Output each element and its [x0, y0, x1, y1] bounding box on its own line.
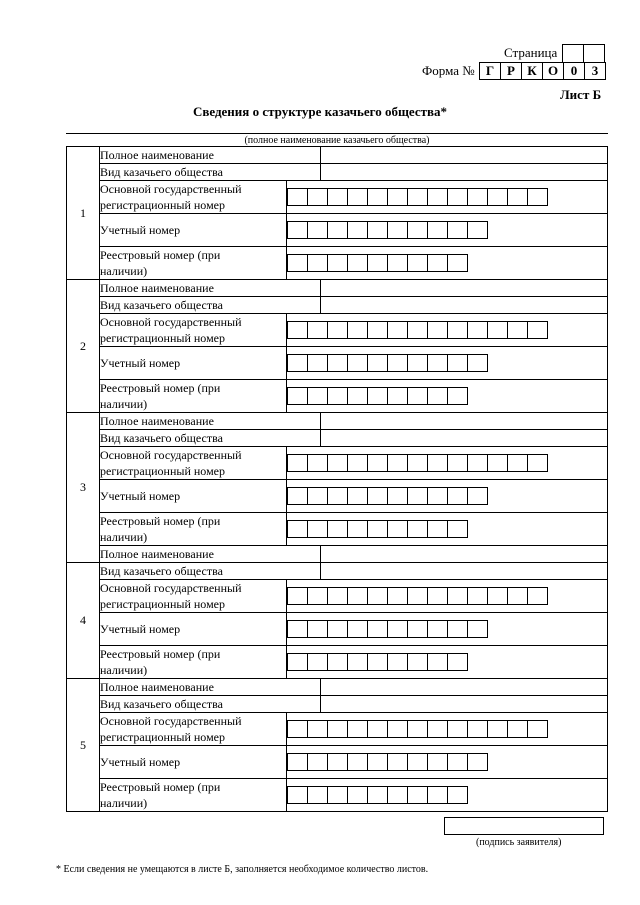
- digit-box[interactable]: [287, 221, 308, 239]
- digit-box[interactable]: [428, 753, 448, 771]
- digit-box[interactable]: [287, 387, 308, 405]
- digit-box[interactable]: [348, 653, 368, 671]
- digit-box[interactable]: [308, 786, 328, 804]
- digit-box[interactable]: [287, 520, 308, 538]
- page-title: Сведения о структуре казачьего общества*: [192, 104, 448, 119]
- digit-box[interactable]: [388, 321, 408, 339]
- digit-box[interactable]: [368, 753, 388, 771]
- digit-box[interactable]: [368, 254, 388, 272]
- label-ogrn-2: регистрационный номер: [100, 464, 225, 478]
- digit-box[interactable]: [308, 653, 328, 671]
- digit-box[interactable]: [428, 321, 448, 339]
- digit-box[interactable]: [408, 487, 428, 505]
- row-registry-number: [67, 247, 608, 280]
- entry-number: 5: [67, 679, 100, 812]
- ogrn-boxes[interactable]: [287, 321, 607, 339]
- full-name-input[interactable]: [321, 147, 608, 164]
- row-type: [67, 563, 608, 580]
- digit-box[interactable]: [368, 620, 388, 638]
- row-registry-number: [67, 779, 608, 812]
- type-input[interactable]: [321, 164, 608, 181]
- sheet-label: Лист Б: [560, 87, 602, 102]
- digit-box[interactable]: [388, 254, 408, 272]
- digit-box[interactable]: [308, 188, 328, 206]
- digit-box[interactable]: [468, 753, 488, 771]
- digit-box[interactable]: [428, 620, 448, 638]
- full-name-caption: (полное наименование казачьего общества): [244, 135, 430, 146]
- label-ogrn-1: Основной государственный: [100, 182, 242, 196]
- digit-box[interactable]: [448, 254, 468, 272]
- full-name-input[interactable]: [321, 679, 608, 696]
- label-ogrn-2: регистрационный номер: [100, 198, 225, 212]
- registry-number-boxes[interactable]: [287, 786, 607, 804]
- digit-box[interactable]: [388, 653, 408, 671]
- digit-box[interactable]: [468, 354, 488, 372]
- row-full-name: [67, 147, 608, 164]
- digit-box[interactable]: [348, 188, 368, 206]
- label-ogrn-2: регистрационный номер: [100, 597, 225, 611]
- ogrn-boxes[interactable]: [287, 587, 607, 605]
- digit-box[interactable]: [348, 520, 368, 538]
- digit-box[interactable]: [408, 354, 428, 372]
- registry-number-boxes[interactable]: [287, 520, 607, 538]
- digit-box[interactable]: [448, 454, 468, 472]
- row-full-name: [67, 280, 608, 297]
- digit-box[interactable]: [528, 321, 548, 339]
- digit-box[interactable]: [348, 454, 368, 472]
- form-code: [479, 62, 606, 80]
- page-label: Страница: [504, 45, 558, 60]
- digit-box[interactable]: [388, 587, 408, 605]
- type-input[interactable]: [321, 696, 608, 713]
- digit-box[interactable]: [328, 454, 348, 472]
- label-registry-1: Реестровый номер (при: [100, 248, 221, 262]
- digit-box[interactable]: [287, 720, 308, 738]
- digit-box[interactable]: [448, 387, 468, 405]
- digit-box[interactable]: [388, 520, 408, 538]
- digit-box[interactable]: [348, 254, 368, 272]
- digit-box[interactable]: [408, 520, 428, 538]
- label-registry-1: Реестровый номер (при: [100, 514, 221, 528]
- digit-box[interactable]: [468, 321, 488, 339]
- digit-box[interactable]: [308, 387, 328, 405]
- label-full-name: Полное наименование: [100, 280, 321, 297]
- label-type: Вид казачьего общества: [100, 696, 321, 713]
- label-registry: [100, 646, 287, 679]
- ogrn-boxes[interactable]: [287, 720, 607, 738]
- digit-box[interactable]: [328, 753, 348, 771]
- digit-box[interactable]: [388, 354, 408, 372]
- label-type: Вид казачьего общества: [100, 430, 321, 447]
- digit-box[interactable]: [328, 720, 348, 738]
- digit-box[interactable]: [488, 587, 508, 605]
- digit-box[interactable]: [308, 753, 328, 771]
- digit-box[interactable]: [368, 653, 388, 671]
- label-account-number: Учетный номер: [100, 613, 287, 646]
- digit-box[interactable]: [488, 454, 508, 472]
- row-type: [67, 430, 608, 447]
- label-type: Вид казачьего общества: [100, 164, 321, 181]
- row-type: [67, 696, 608, 713]
- digit-box[interactable]: [388, 786, 408, 804]
- digit-box[interactable]: [388, 188, 408, 206]
- label-registry: [100, 779, 287, 812]
- row-type: [67, 297, 608, 314]
- type-input[interactable]: [321, 563, 608, 580]
- digit-box[interactable]: [368, 387, 388, 405]
- label-ogrn: [100, 713, 287, 746]
- label-ogrn: [100, 580, 287, 613]
- digit-box[interactable]: [287, 254, 308, 272]
- digit-box[interactable]: [428, 653, 448, 671]
- digit-box[interactable]: [368, 520, 388, 538]
- digit-box[interactable]: [508, 321, 528, 339]
- digit-box[interactable]: [287, 188, 308, 206]
- full-name-input[interactable]: [321, 280, 608, 297]
- digit-box[interactable]: [408, 786, 428, 804]
- row-ogrn: [67, 181, 608, 214]
- digit-box[interactable]: [408, 254, 428, 272]
- digit-box[interactable]: [448, 520, 468, 538]
- digit-box[interactable]: [308, 454, 328, 472]
- digit-box[interactable]: [308, 221, 328, 239]
- digit-box[interactable]: [508, 188, 528, 206]
- digit-box[interactable]: [508, 587, 528, 605]
- label-ogrn-1: Основной государственный: [100, 581, 242, 595]
- row-ogrn: [67, 314, 608, 347]
- label-ogrn-1: Основной государственный: [100, 315, 242, 329]
- digit-box[interactable]: [368, 188, 388, 206]
- account-number-boxes[interactable]: [287, 620, 607, 638]
- digit-box[interactable]: [368, 720, 388, 738]
- digit-box[interactable]: [528, 188, 548, 206]
- digit-box[interactable]: [428, 520, 448, 538]
- digit-box[interactable]: [348, 221, 368, 239]
- label-registry-1: Реестровый номер (при: [100, 780, 221, 794]
- digit-box[interactable]: [287, 620, 308, 638]
- label-full-name: Полное наименование: [100, 147, 321, 164]
- row-account-number: [67, 746, 608, 779]
- digit-box[interactable]: [388, 387, 408, 405]
- form-code-cell: О: [543, 63, 564, 79]
- digit-box[interactable]: [448, 354, 468, 372]
- label-full-name: Полное наименование: [100, 413, 321, 430]
- form-code-cell: 3: [591, 63, 599, 78]
- digit-box[interactable]: [287, 786, 308, 804]
- account-number-boxes[interactable]: [287, 753, 607, 771]
- row-ogrn: [67, 580, 608, 613]
- digit-box[interactable]: [308, 620, 328, 638]
- digit-box[interactable]: [488, 720, 508, 738]
- digit-box[interactable]: [388, 753, 408, 771]
- registry-number-boxes[interactable]: [287, 254, 607, 272]
- row-full-name: [67, 413, 608, 430]
- registry-number-boxes[interactable]: [287, 387, 607, 405]
- label-full-name: Полное наименование: [100, 679, 321, 696]
- digit-box[interactable]: [428, 454, 448, 472]
- digit-box[interactable]: [448, 188, 468, 206]
- digit-box[interactable]: [408, 720, 428, 738]
- signature-field[interactable]: [444, 817, 604, 835]
- digit-box[interactable]: [408, 454, 428, 472]
- digit-box[interactable]: [348, 720, 368, 738]
- digit-box[interactable]: [328, 354, 348, 372]
- digit-box[interactable]: [368, 786, 388, 804]
- label-account-number: Учетный номер: [100, 347, 287, 380]
- account-number-boxes[interactable]: [287, 487, 607, 505]
- digit-box[interactable]: [408, 620, 428, 638]
- ogrn-boxes[interactable]: [287, 188, 607, 206]
- row-account-number: [67, 613, 608, 646]
- label-type: Вид казачьего общества: [100, 563, 321, 580]
- digit-box[interactable]: [408, 587, 428, 605]
- digit-box[interactable]: [287, 587, 308, 605]
- label-registry-1: Реестровый номер (при: [100, 647, 221, 661]
- label-ogrn-1: Основной государственный: [100, 714, 242, 728]
- digit-box[interactable]: [448, 587, 468, 605]
- label-ogrn: [100, 314, 287, 347]
- digit-box[interactable]: [287, 487, 308, 505]
- digit-box[interactable]: [348, 786, 368, 804]
- account-number-boxes[interactable]: [287, 221, 607, 239]
- digit-box[interactable]: [408, 221, 428, 239]
- digit-box[interactable]: [408, 188, 428, 206]
- row-registry-number: [67, 380, 608, 413]
- full-name-line[interactable]: [66, 133, 608, 134]
- form-code-cell: К: [522, 63, 543, 79]
- label-registry-1: Реестровый номер (при: [100, 381, 221, 395]
- digit-box[interactable]: [328, 487, 348, 505]
- signature-caption: (подпись заявителя): [476, 837, 562, 848]
- digit-box[interactable]: [368, 454, 388, 472]
- digit-box[interactable]: [348, 620, 368, 638]
- label-registry-2: наличии): [100, 663, 148, 677]
- label-type: Вид казачьего общества: [100, 297, 321, 314]
- digit-box[interactable]: [408, 321, 428, 339]
- label-ogrn-2: регистрационный номер: [100, 331, 225, 345]
- label-full-name: Полное наименование: [100, 546, 321, 563]
- digit-box[interactable]: [287, 653, 308, 671]
- digit-box[interactable]: [488, 321, 508, 339]
- digit-box[interactable]: [308, 720, 328, 738]
- page-cell-2[interactable]: [584, 45, 604, 63]
- label-account-number: Учетный номер: [100, 214, 287, 247]
- digit-box[interactable]: [428, 786, 448, 804]
- row-registry-number: [67, 513, 608, 546]
- digit-box[interactable]: [348, 487, 368, 505]
- digit-box[interactable]: [468, 487, 488, 505]
- digit-box[interactable]: [368, 221, 388, 239]
- type-input[interactable]: [321, 297, 608, 314]
- digit-box[interactable]: [348, 387, 368, 405]
- page-number-cells[interactable]: [562, 44, 605, 63]
- digit-box[interactable]: [408, 753, 428, 771]
- digit-box[interactable]: [328, 786, 348, 804]
- registry-number-boxes[interactable]: [287, 653, 607, 671]
- digit-box[interactable]: [328, 587, 348, 605]
- entry-number: 2: [67, 280, 100, 413]
- digit-box[interactable]: [488, 188, 508, 206]
- full-name-input[interactable]: [321, 546, 608, 563]
- digit-box[interactable]: [368, 587, 388, 605]
- digit-box[interactable]: [328, 188, 348, 206]
- row-account-number: [67, 214, 608, 247]
- form-label: Форма №: [422, 63, 475, 78]
- row-type: [67, 164, 608, 181]
- digit-box[interactable]: [428, 487, 448, 505]
- digit-box[interactable]: [328, 387, 348, 405]
- ogrn-boxes[interactable]: [287, 454, 607, 472]
- digit-box[interactable]: [328, 653, 348, 671]
- label-registry: [100, 380, 287, 413]
- digit-box[interactable]: [388, 487, 408, 505]
- digit-box[interactable]: [428, 254, 448, 272]
- digit-box[interactable]: [287, 753, 308, 771]
- label-registry: [100, 513, 287, 546]
- label-registry-2: наличии): [100, 796, 148, 810]
- digit-box[interactable]: [448, 786, 468, 804]
- digit-box[interactable]: [428, 354, 448, 372]
- digit-box[interactable]: [368, 321, 388, 339]
- entry-number: 3: [67, 413, 100, 563]
- structure-table: [66, 146, 608, 812]
- full-name-input[interactable]: [321, 413, 608, 430]
- row-full-name: [67, 546, 608, 563]
- digit-box[interactable]: [528, 720, 548, 738]
- digit-box[interactable]: [448, 753, 468, 771]
- form-code-cell: Р: [501, 63, 522, 79]
- digit-box[interactable]: [468, 720, 488, 738]
- digit-box[interactable]: [368, 354, 388, 372]
- row-full-name: [67, 679, 608, 696]
- digit-box[interactable]: [328, 520, 348, 538]
- digit-box[interactable]: [308, 487, 328, 505]
- digit-box[interactable]: [468, 620, 488, 638]
- digit-box[interactable]: [308, 354, 328, 372]
- digit-box[interactable]: [428, 188, 448, 206]
- digit-box[interactable]: [428, 387, 448, 405]
- digit-box[interactable]: [428, 720, 448, 738]
- digit-box[interactable]: [388, 454, 408, 472]
- label-registry-2: наличии): [100, 530, 148, 544]
- label-ogrn: [100, 181, 287, 214]
- label-account-number: Учетный номер: [100, 480, 287, 513]
- row-ogrn: [67, 447, 608, 480]
- digit-box[interactable]: [388, 720, 408, 738]
- digit-box[interactable]: [368, 487, 388, 505]
- digit-box[interactable]: [388, 620, 408, 638]
- digit-box[interactable]: [448, 487, 468, 505]
- digit-box[interactable]: [448, 720, 468, 738]
- digit-box[interactable]: [328, 221, 348, 239]
- label-ogrn-2: регистрационный номер: [100, 730, 225, 744]
- digit-box[interactable]: [328, 620, 348, 638]
- digit-box[interactable]: [328, 254, 348, 272]
- digit-box[interactable]: [348, 321, 368, 339]
- digit-box[interactable]: [508, 720, 528, 738]
- entry-number: 1: [67, 147, 100, 280]
- type-input[interactable]: [321, 430, 608, 447]
- row-account-number: [67, 347, 608, 380]
- digit-box[interactable]: [448, 653, 468, 671]
- digit-box[interactable]: [468, 587, 488, 605]
- label-registry-2: наличии): [100, 397, 148, 411]
- digit-box[interactable]: [328, 321, 348, 339]
- label-ogrn-1: Основной государственный: [100, 448, 242, 462]
- footnote: * Если сведения не умещаются в листе Б, заполняется необходимое количество листов.: [56, 864, 429, 875]
- row-ogrn: [67, 713, 608, 746]
- digit-box[interactable]: [468, 221, 488, 239]
- digit-box[interactable]: [408, 387, 428, 405]
- account-number-boxes[interactable]: [287, 354, 607, 372]
- digit-box[interactable]: [428, 221, 448, 239]
- label-account-number: Учетный номер: [100, 746, 287, 779]
- form-code-cell: Г: [480, 63, 501, 79]
- label-ogrn: [100, 447, 287, 480]
- label-registry: [100, 247, 287, 280]
- digit-box[interactable]: [308, 254, 328, 272]
- digit-box[interactable]: [348, 753, 368, 771]
- digit-box[interactable]: [448, 620, 468, 638]
- digit-box[interactable]: [408, 653, 428, 671]
- digit-box[interactable]: [468, 454, 488, 472]
- digit-box[interactable]: [528, 587, 548, 605]
- digit-box[interactable]: [388, 221, 408, 239]
- digit-box[interactable]: [428, 587, 448, 605]
- digit-box[interactable]: [287, 321, 308, 339]
- form-code-cell: 0: [564, 63, 585, 79]
- digit-box[interactable]: [448, 321, 468, 339]
- digit-box[interactable]: [468, 188, 488, 206]
- digit-box[interactable]: [348, 354, 368, 372]
- digit-box[interactable]: [308, 587, 328, 605]
- digit-box[interactable]: [528, 454, 548, 472]
- digit-box[interactable]: [287, 454, 308, 472]
- digit-box[interactable]: [308, 520, 328, 538]
- row-registry-number: [67, 646, 608, 679]
- digit-box[interactable]: [287, 354, 308, 372]
- digit-box[interactable]: [508, 454, 528, 472]
- digit-box[interactable]: [348, 587, 368, 605]
- page-cell-1[interactable]: [563, 45, 584, 63]
- digit-box[interactable]: [308, 321, 328, 339]
- digit-box[interactable]: [448, 221, 468, 239]
- entry-number: 4: [67, 563, 100, 679]
- row-account-number: [67, 480, 608, 513]
- label-registry-2: наличии): [100, 264, 148, 278]
